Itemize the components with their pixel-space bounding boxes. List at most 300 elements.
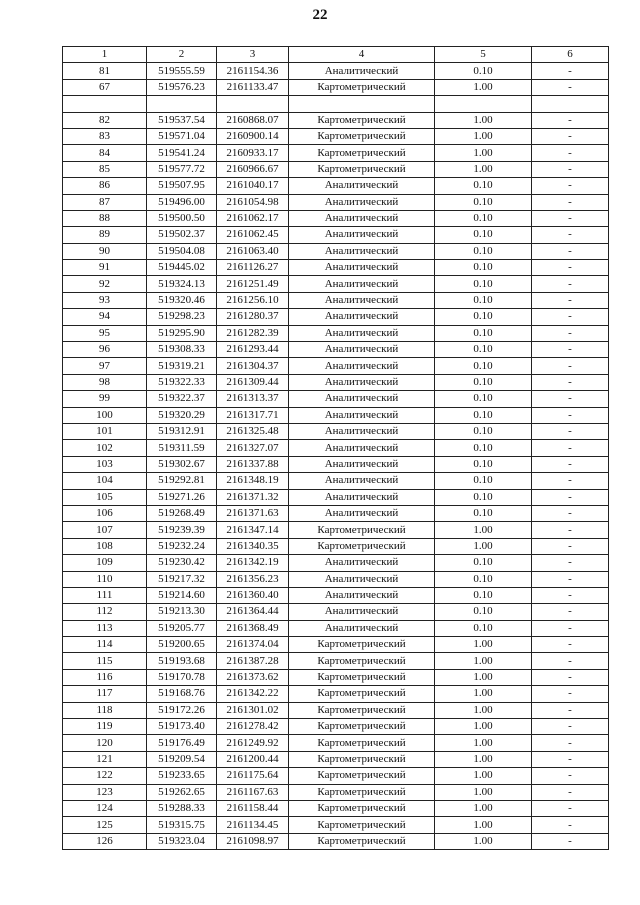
accuracy-cell: 0.10	[435, 440, 532, 456]
table-row	[63, 784, 609, 800]
accuracy-cell: 1.00	[435, 719, 532, 735]
accuracy-cell: 0.10	[435, 292, 532, 308]
table-row	[63, 538, 609, 554]
y-coordinate-cell: 2161317.71	[217, 407, 289, 423]
point-number-cell: 126	[63, 833, 147, 849]
method-cell: Аналитический	[289, 571, 435, 587]
point-number-cell: 117	[63, 686, 147, 702]
accuracy-cell: 0.10	[435, 178, 532, 194]
page-number: 22	[312, 7, 328, 23]
note-cell: -	[532, 522, 609, 538]
x-coordinate-cell: 519324.13	[147, 276, 217, 292]
accuracy-cell: 1.00	[435, 653, 532, 669]
method-cell: Картометрический	[289, 751, 435, 767]
accuracy-cell: 0.10	[435, 391, 532, 407]
table-row	[63, 637, 609, 653]
method-cell: Картометрический	[289, 735, 435, 751]
point-number-cell: 99	[63, 391, 147, 407]
accuracy-cell: 1.00	[435, 669, 532, 685]
note-cell: -	[532, 620, 609, 636]
note-cell: -	[532, 555, 609, 571]
method-cell: Картометрический	[289, 800, 435, 816]
note-cell: -	[532, 342, 609, 358]
accuracy-cell: 0.10	[435, 309, 532, 325]
point-number-cell: 116	[63, 669, 147, 685]
x-coordinate-cell: 519320.29	[147, 407, 217, 423]
table-row	[63, 473, 609, 489]
accuracy-cell: 1.00	[435, 784, 532, 800]
accuracy-cell: 1.00	[435, 79, 532, 95]
table-row	[63, 555, 609, 571]
x-coordinate-cell: 519302.67	[147, 456, 217, 472]
method-cell: Аналитический	[289, 194, 435, 210]
point-number-cell: 92	[63, 276, 147, 292]
method-cell: Аналитический	[289, 555, 435, 571]
method-cell: Картометрический	[289, 833, 435, 849]
point-number-cell: 114	[63, 637, 147, 653]
y-coordinate-cell: 2160900.14	[217, 128, 289, 144]
method-cell: Картометрический	[289, 686, 435, 702]
x-coordinate-cell: 519320.46	[147, 292, 217, 308]
y-coordinate-cell: 2161256.10	[217, 292, 289, 308]
point-number-cell: 105	[63, 489, 147, 505]
note-cell: -	[532, 587, 609, 603]
x-coordinate-cell: 519214.60	[147, 587, 217, 603]
method-cell: Картометрический	[289, 112, 435, 128]
point-number-cell: 67	[63, 79, 147, 95]
accuracy-cell: 1.00	[435, 522, 532, 538]
table-row	[63, 800, 609, 816]
table-row	[63, 751, 609, 767]
y-coordinate-cell: 2161175.64	[217, 768, 289, 784]
table-row	[63, 719, 609, 735]
x-coordinate-cell: 519205.77	[147, 620, 217, 636]
table-row	[63, 440, 609, 456]
accuracy-cell: 1.00	[435, 128, 532, 144]
table-row	[63, 112, 609, 128]
x-coordinate-cell: 519232.24	[147, 538, 217, 554]
note-cell: -	[532, 79, 609, 95]
point-number-cell: 121	[63, 751, 147, 767]
note-cell: -	[532, 243, 609, 259]
accuracy-cell	[435, 96, 532, 112]
note-cell: -	[532, 702, 609, 718]
accuracy-cell: 0.10	[435, 358, 532, 374]
point-number-cell: 119	[63, 719, 147, 735]
x-coordinate-cell: 519268.49	[147, 505, 217, 521]
y-coordinate-cell: 2161040.17	[217, 178, 289, 194]
accuracy-cell: 0.10	[435, 210, 532, 226]
x-coordinate-cell: 519168.76	[147, 686, 217, 702]
x-coordinate-cell: 519200.65	[147, 637, 217, 653]
column-header-6: 6	[532, 47, 609, 63]
point-number-cell: 120	[63, 735, 147, 751]
point-number-cell: 123	[63, 784, 147, 800]
method-cell: Аналитический	[289, 227, 435, 243]
x-coordinate-cell: 519213.30	[147, 604, 217, 620]
accuracy-cell: 0.10	[435, 243, 532, 259]
method-cell: Аналитический	[289, 276, 435, 292]
note-cell: -	[532, 735, 609, 751]
accuracy-cell: 1.00	[435, 751, 532, 767]
table-row	[63, 210, 609, 226]
x-coordinate-cell: 519298.23	[147, 309, 217, 325]
y-coordinate-cell: 2161313.37	[217, 391, 289, 407]
table-row	[63, 735, 609, 751]
x-coordinate-cell	[147, 96, 217, 112]
method-cell: Аналитический	[289, 342, 435, 358]
accuracy-cell: 0.10	[435, 407, 532, 423]
note-cell: -	[532, 800, 609, 816]
point-number-cell: 125	[63, 817, 147, 833]
accuracy-cell: 0.10	[435, 325, 532, 341]
note-cell: -	[532, 358, 609, 374]
table-row	[63, 833, 609, 849]
y-coordinate-cell: 2161251.49	[217, 276, 289, 292]
table-row	[63, 96, 609, 112]
point-number-cell: 100	[63, 407, 147, 423]
x-coordinate-cell: 519176.49	[147, 735, 217, 751]
note-cell: -	[532, 604, 609, 620]
method-cell: Аналитический	[289, 243, 435, 259]
method-cell: Картометрический	[289, 161, 435, 177]
x-coordinate-cell: 519502.37	[147, 227, 217, 243]
point-number-cell: 112	[63, 604, 147, 620]
y-coordinate-cell: 2161387.28	[217, 653, 289, 669]
accuracy-cell: 1.00	[435, 702, 532, 718]
table-row	[63, 620, 609, 636]
x-coordinate-cell: 519504.08	[147, 243, 217, 259]
x-coordinate-cell: 519507.95	[147, 178, 217, 194]
method-cell: Картометрический	[289, 522, 435, 538]
x-coordinate-cell: 519262.65	[147, 784, 217, 800]
y-coordinate-cell: 2161325.48	[217, 423, 289, 439]
y-coordinate-cell: 2161154.36	[217, 63, 289, 79]
point-number-cell: 89	[63, 227, 147, 243]
note-cell: -	[532, 194, 609, 210]
method-cell: Аналитический	[289, 440, 435, 456]
x-coordinate-cell: 519537.54	[147, 112, 217, 128]
method-cell: Аналитический	[289, 358, 435, 374]
note-cell: -	[532, 63, 609, 79]
x-coordinate-cell: 519500.50	[147, 210, 217, 226]
point-number-cell: 109	[63, 555, 147, 571]
note-cell: -	[532, 161, 609, 177]
y-coordinate-cell: 2161337.88	[217, 456, 289, 472]
method-cell: Аналитический	[289, 489, 435, 505]
accuracy-cell: 0.10	[435, 227, 532, 243]
note-cell: -	[532, 276, 609, 292]
column-header-1: 1	[63, 47, 147, 63]
table-row	[63, 342, 609, 358]
x-coordinate-cell: 519170.78	[147, 669, 217, 685]
point-number-cell: 104	[63, 473, 147, 489]
method-cell: Аналитический	[289, 63, 435, 79]
y-coordinate-cell: 2161280.37	[217, 309, 289, 325]
table-row	[63, 686, 609, 702]
y-coordinate-cell: 2161062.45	[217, 227, 289, 243]
point-number-cell: 88	[63, 210, 147, 226]
accuracy-cell: 0.10	[435, 374, 532, 390]
y-coordinate-cell: 2161342.22	[217, 686, 289, 702]
point-number-cell	[63, 96, 147, 112]
method-cell: Аналитический	[289, 292, 435, 308]
method-cell: Аналитический	[289, 620, 435, 636]
y-coordinate-cell: 2161347.14	[217, 522, 289, 538]
table-header-row	[63, 47, 609, 63]
method-cell: Картометрический	[289, 702, 435, 718]
x-coordinate-cell: 519173.40	[147, 719, 217, 735]
note-cell	[532, 96, 609, 112]
table-row	[63, 604, 609, 620]
note-cell: -	[532, 210, 609, 226]
x-coordinate-cell: 519555.59	[147, 63, 217, 79]
x-coordinate-cell: 519577.72	[147, 161, 217, 177]
point-number-cell: 83	[63, 128, 147, 144]
accuracy-cell: 1.00	[435, 768, 532, 784]
method-cell: Аналитический	[289, 260, 435, 276]
note-cell: -	[532, 637, 609, 653]
method-cell: Аналитический	[289, 456, 435, 472]
point-number-cell: 81	[63, 63, 147, 79]
accuracy-cell: 0.10	[435, 260, 532, 276]
table-row	[63, 325, 609, 341]
accuracy-cell: 1.00	[435, 800, 532, 816]
method-cell: Аналитический	[289, 325, 435, 341]
point-number-cell: 113	[63, 620, 147, 636]
x-coordinate-cell: 519496.00	[147, 194, 217, 210]
table-row	[63, 571, 609, 587]
point-number-cell: 122	[63, 768, 147, 784]
y-coordinate-cell: 2161063.40	[217, 243, 289, 259]
table-row	[63, 587, 609, 603]
accuracy-cell: 0.10	[435, 194, 532, 210]
point-number-cell: 84	[63, 145, 147, 161]
table-row	[63, 423, 609, 439]
x-coordinate-cell: 519239.39	[147, 522, 217, 538]
accuracy-cell: 0.10	[435, 473, 532, 489]
y-coordinate-cell: 2161293.44	[217, 342, 289, 358]
accuracy-cell: 0.10	[435, 587, 532, 603]
x-coordinate-cell: 519193.68	[147, 653, 217, 669]
note-cell: -	[532, 407, 609, 423]
column-header-2: 2	[147, 47, 217, 63]
table-row	[63, 128, 609, 144]
table-row	[63, 374, 609, 390]
y-coordinate-cell: 2161062.17	[217, 210, 289, 226]
accuracy-cell: 0.10	[435, 456, 532, 472]
method-cell: Аналитический	[289, 473, 435, 489]
x-coordinate-cell: 519322.33	[147, 374, 217, 390]
y-coordinate-cell: 2161158.44	[217, 800, 289, 816]
note-cell: -	[532, 423, 609, 439]
note-cell: -	[532, 456, 609, 472]
method-cell: Картометрический	[289, 817, 435, 833]
y-coordinate-cell: 2161368.49	[217, 620, 289, 636]
point-number-cell: 107	[63, 522, 147, 538]
x-coordinate-cell: 519541.24	[147, 145, 217, 161]
point-number-cell: 115	[63, 653, 147, 669]
y-coordinate-cell: 2161282.39	[217, 325, 289, 341]
x-coordinate-cell: 519311.59	[147, 440, 217, 456]
y-coordinate-cell: 2161348.19	[217, 473, 289, 489]
x-coordinate-cell: 519571.04	[147, 128, 217, 144]
table-row	[63, 702, 609, 718]
method-cell: Аналитический	[289, 604, 435, 620]
note-cell: -	[532, 669, 609, 685]
accuracy-cell: 0.10	[435, 604, 532, 620]
x-coordinate-cell: 519217.32	[147, 571, 217, 587]
y-coordinate-cell: 2161342.19	[217, 555, 289, 571]
y-coordinate-cell: 2161371.32	[217, 489, 289, 505]
point-number-cell: 103	[63, 456, 147, 472]
note-cell: -	[532, 473, 609, 489]
x-coordinate-cell: 519322.37	[147, 391, 217, 407]
table-row	[63, 79, 609, 95]
method-cell: Картометрический	[289, 637, 435, 653]
y-coordinate-cell: 2161309.44	[217, 374, 289, 390]
x-coordinate-cell: 519209.54	[147, 751, 217, 767]
x-coordinate-cell: 519295.90	[147, 325, 217, 341]
point-number-cell: 82	[63, 112, 147, 128]
note-cell: -	[532, 768, 609, 784]
y-coordinate-cell: 2161301.02	[217, 702, 289, 718]
note-cell: -	[532, 128, 609, 144]
table-row	[63, 456, 609, 472]
y-coordinate-cell: 2161373.62	[217, 669, 289, 685]
x-coordinate-cell: 519292.81	[147, 473, 217, 489]
note-cell: -	[532, 391, 609, 407]
note-cell: -	[532, 440, 609, 456]
accuracy-cell: 0.10	[435, 620, 532, 636]
table-row	[63, 243, 609, 259]
table-row	[63, 768, 609, 784]
y-coordinate-cell: 2161371.63	[217, 505, 289, 521]
table-row	[63, 391, 609, 407]
y-coordinate-cell: 2161126.27	[217, 260, 289, 276]
y-coordinate-cell: 2161278.42	[217, 719, 289, 735]
y-coordinate-cell: 2161340.35	[217, 538, 289, 554]
x-coordinate-cell: 519288.33	[147, 800, 217, 816]
note-cell: -	[532, 178, 609, 194]
table-row	[63, 63, 609, 79]
point-number-cell: 86	[63, 178, 147, 194]
y-coordinate-cell: 2161200.44	[217, 751, 289, 767]
accuracy-cell: 0.10	[435, 571, 532, 587]
point-number-cell: 93	[63, 292, 147, 308]
accuracy-cell: 1.00	[435, 112, 532, 128]
y-coordinate-cell: 2161167.63	[217, 784, 289, 800]
accuracy-cell: 1.00	[435, 817, 532, 833]
point-number-cell: 94	[63, 309, 147, 325]
table-row	[63, 309, 609, 325]
note-cell: -	[532, 538, 609, 554]
table-body	[63, 63, 609, 850]
note-cell: -	[532, 751, 609, 767]
table-row	[63, 145, 609, 161]
column-header-4: 4	[289, 47, 435, 63]
y-coordinate-cell: 2161249.92	[217, 735, 289, 751]
note-cell: -	[532, 653, 609, 669]
method-cell: Картометрический	[289, 653, 435, 669]
table-row	[63, 276, 609, 292]
note-cell: -	[532, 817, 609, 833]
table-row	[63, 653, 609, 669]
table-row	[63, 178, 609, 194]
x-coordinate-cell: 519576.23	[147, 79, 217, 95]
accuracy-cell: 1.00	[435, 735, 532, 751]
method-cell: Картометрический	[289, 719, 435, 735]
note-cell: -	[532, 719, 609, 735]
point-number-cell: 118	[63, 702, 147, 718]
y-coordinate-cell: 2161304.37	[217, 358, 289, 374]
point-number-cell: 95	[63, 325, 147, 341]
y-coordinate-cell: 2161054.98	[217, 194, 289, 210]
note-cell: -	[532, 309, 609, 325]
method-cell: Картометрический	[289, 538, 435, 554]
accuracy-cell: 0.10	[435, 505, 532, 521]
point-number-cell: 106	[63, 505, 147, 521]
y-coordinate-cell: 2161098.97	[217, 833, 289, 849]
accuracy-cell: 0.10	[435, 63, 532, 79]
point-number-cell: 98	[63, 374, 147, 390]
point-number-cell: 124	[63, 800, 147, 816]
point-number-cell: 85	[63, 161, 147, 177]
accuracy-cell: 1.00	[435, 637, 532, 653]
y-coordinate-cell	[217, 96, 289, 112]
note-cell: -	[532, 833, 609, 849]
x-coordinate-cell: 519233.65	[147, 768, 217, 784]
point-number-cell: 108	[63, 538, 147, 554]
y-coordinate-cell: 2160933.17	[217, 145, 289, 161]
method-cell: Картометрический	[289, 768, 435, 784]
note-cell: -	[532, 227, 609, 243]
column-header-3: 3	[217, 47, 289, 63]
method-cell: Картометрический	[289, 784, 435, 800]
x-coordinate-cell: 519312.91	[147, 423, 217, 439]
note-cell: -	[532, 489, 609, 505]
x-coordinate-cell: 519230.42	[147, 555, 217, 571]
accuracy-cell: 1.00	[435, 833, 532, 849]
x-coordinate-cell: 519315.75	[147, 817, 217, 833]
table-header	[63, 47, 609, 63]
point-number-cell: 90	[63, 243, 147, 259]
accuracy-cell: 1.00	[435, 686, 532, 702]
accuracy-cell: 1.00	[435, 538, 532, 554]
method-cell: Аналитический	[289, 391, 435, 407]
accuracy-cell: 0.10	[435, 423, 532, 439]
y-coordinate-cell: 2161134.45	[217, 817, 289, 833]
method-cell: Картометрический	[289, 145, 435, 161]
table-row	[63, 505, 609, 521]
method-cell: Аналитический	[289, 423, 435, 439]
coordinates-table	[62, 46, 609, 850]
point-number-cell: 101	[63, 423, 147, 439]
x-coordinate-cell: 519445.02	[147, 260, 217, 276]
table-row	[63, 817, 609, 833]
y-coordinate-cell: 2161356.23	[217, 571, 289, 587]
y-coordinate-cell: 2160966.67	[217, 161, 289, 177]
x-coordinate-cell: 519172.26	[147, 702, 217, 718]
point-number-cell: 91	[63, 260, 147, 276]
point-number-cell: 97	[63, 358, 147, 374]
method-cell: Картометрический	[289, 669, 435, 685]
method-cell: Картометрический	[289, 79, 435, 95]
table-row	[63, 489, 609, 505]
accuracy-cell: 1.00	[435, 145, 532, 161]
accuracy-cell: 0.10	[435, 276, 532, 292]
method-cell: Аналитический	[289, 374, 435, 390]
